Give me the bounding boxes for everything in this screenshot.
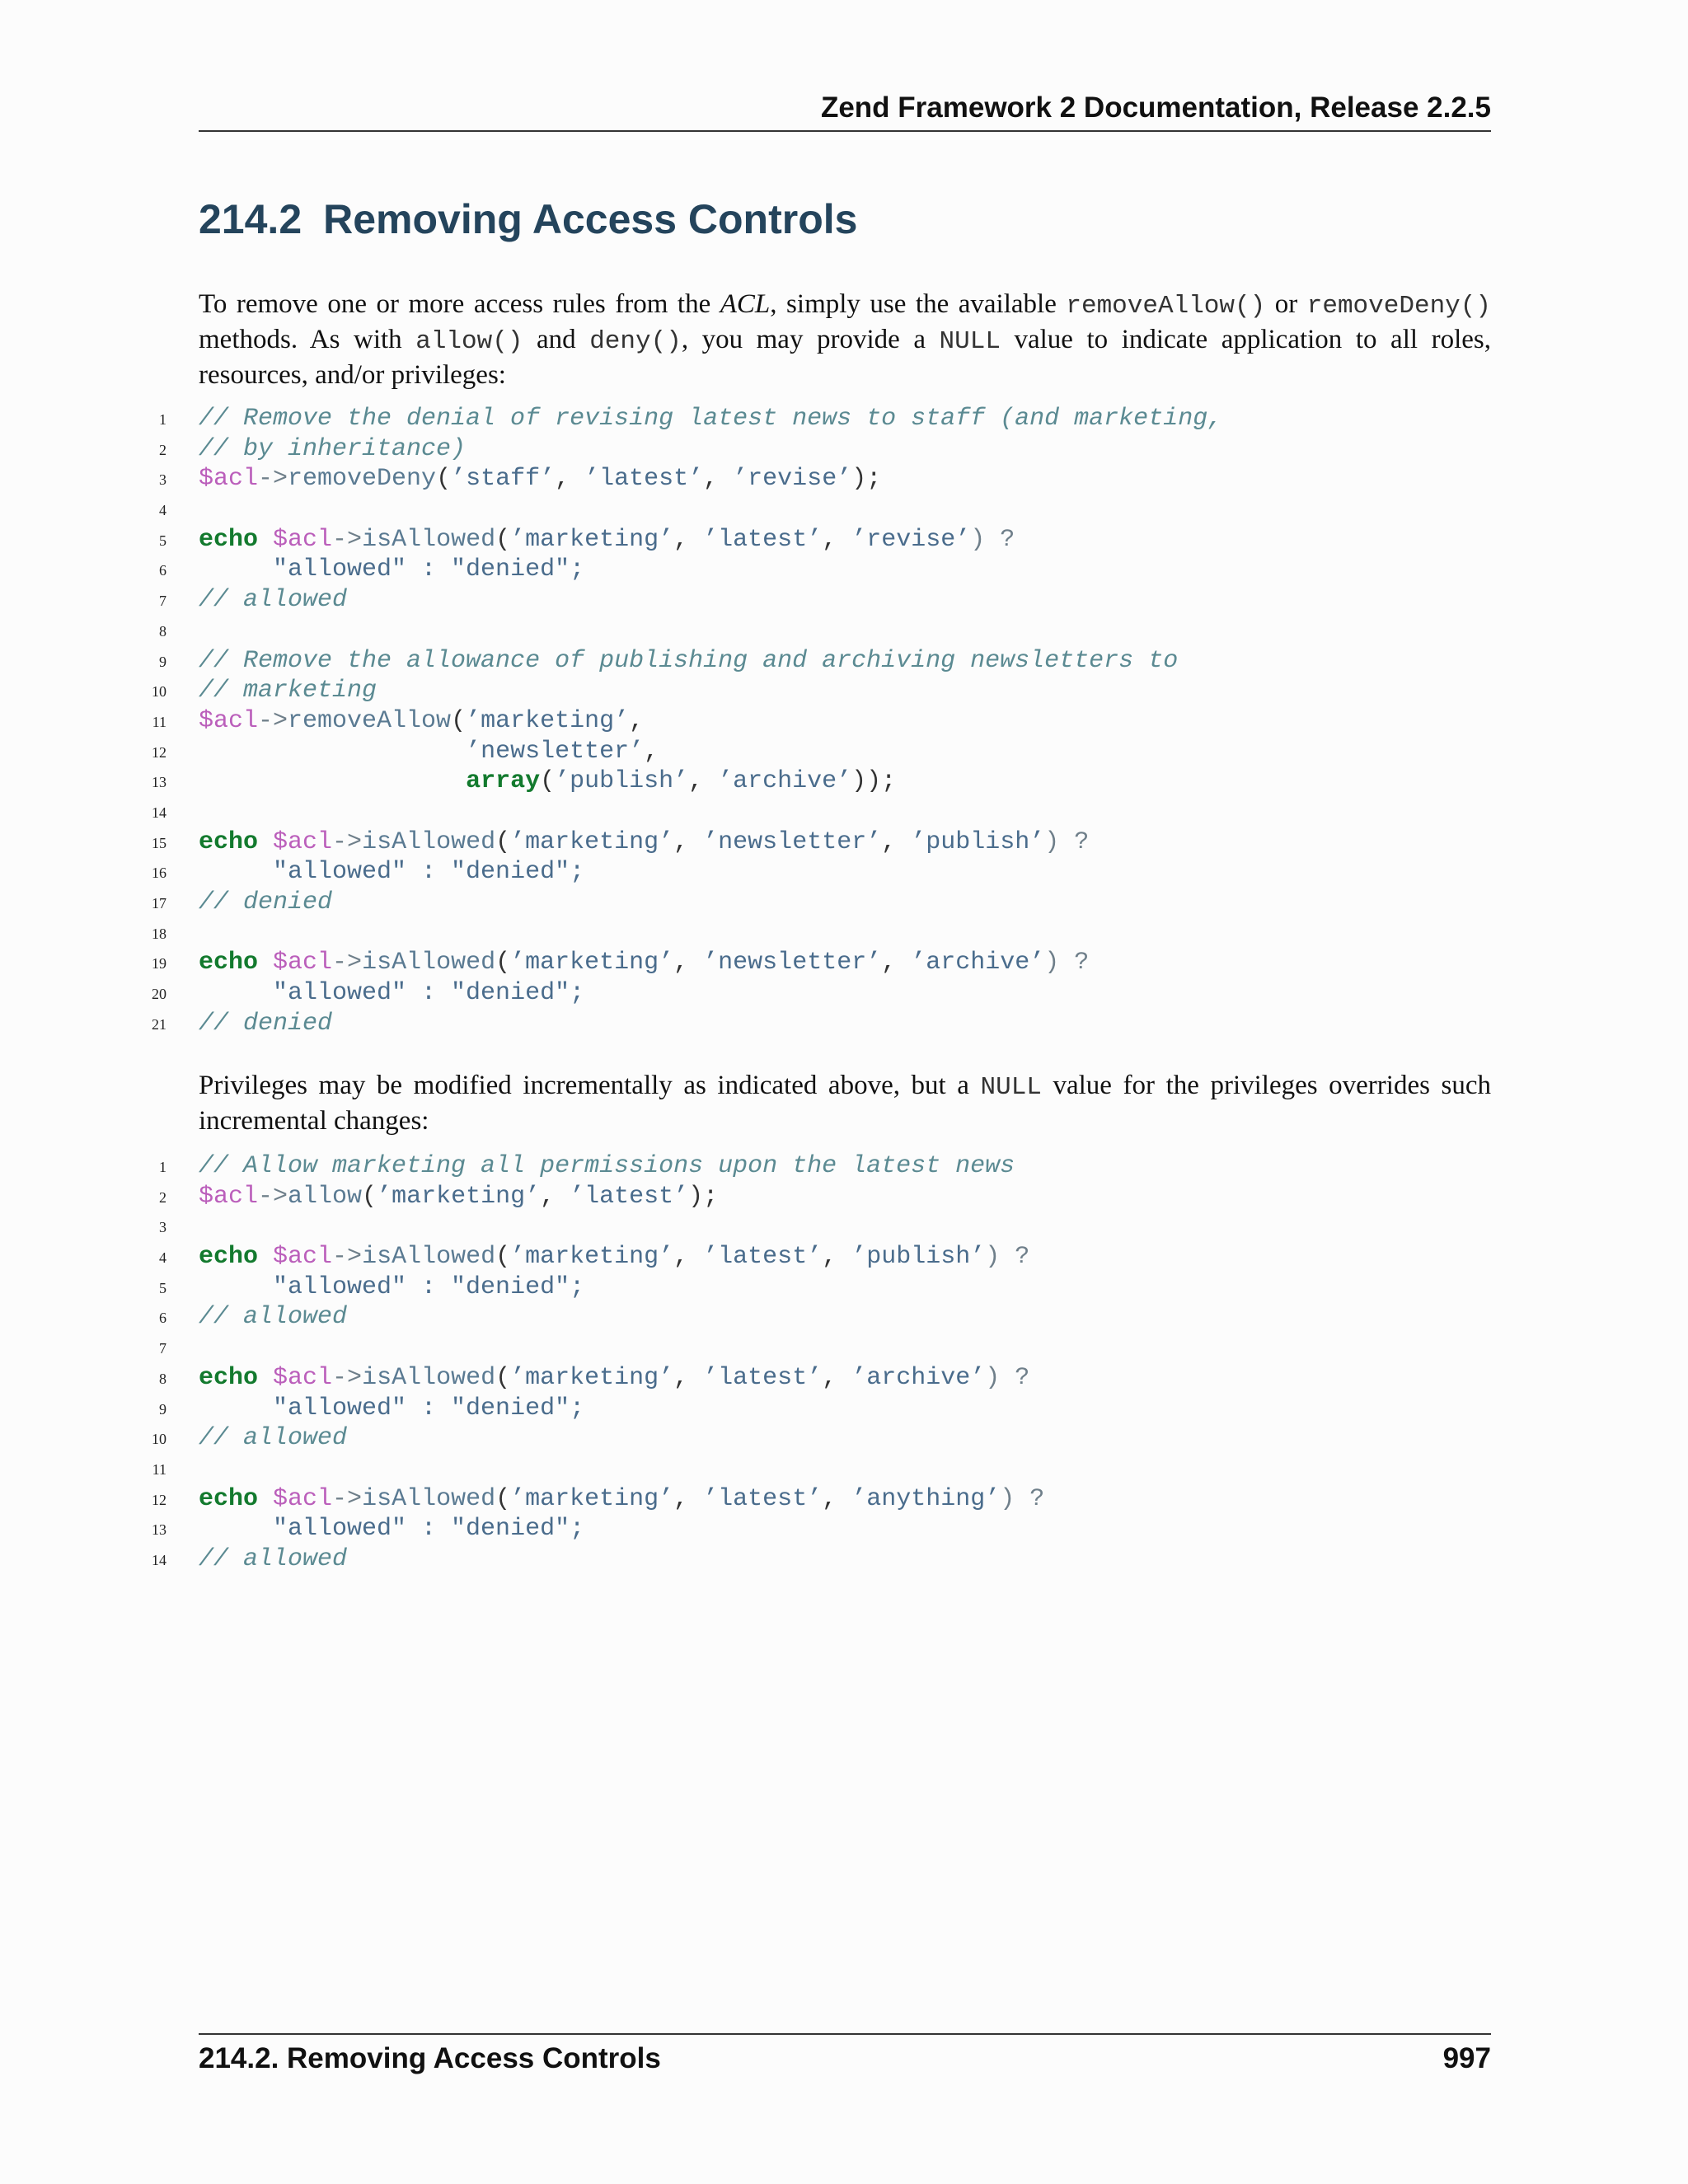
- code-line: 9 "allowed" : "denied";: [0, 1394, 1688, 1424]
- code-line: [0, 1212, 1688, 1242]
- code-line: 3 $acl->removeDeny(’staff’, ’latest’, ’revise’);: [0, 464, 1688, 494]
- line-number: 3: [159, 471, 166, 489]
- code-line: [0, 1333, 1688, 1363]
- code-line: 6 // allowed: [0, 1302, 1688, 1333]
- code-line: 13 array(’publish’, ’archive’));: [0, 766, 1688, 797]
- section-number: 214.2: [199, 196, 302, 242]
- code-line: [0, 918, 1688, 949]
- line-number: 5: [159, 532, 166, 549]
- code-line: 1 // Allow marketing all permissions upon the latest news: [0, 1151, 1688, 1182]
- code-line: 7 // allowed: [0, 585, 1688, 616]
- line-number: 16: [152, 865, 166, 882]
- line-number: 6: [159, 562, 166, 579]
- intro-paragraph: To remove one or more access rules from the ACL, simply use the available removeAllow() or removeDeny() methods. As with allow() and deny(), you may provide a NULL value to indicate application to all roles, resources, and/or privileges:: [199, 289, 1491, 390]
- code-line: 17 // denied: [0, 888, 1688, 918]
- line-number: 14: [152, 1551, 166, 1568]
- code-line: 4 echo $acl->isAllowed(’marketing’, ’latest’, ’publish’) ?: [0, 1242, 1688, 1272]
- line-number: 10: [152, 1431, 166, 1448]
- code-line: 10 // allowed: [0, 1423, 1688, 1454]
- header-rule: [199, 130, 1491, 132]
- line-number: 1: [159, 1159, 166, 1175]
- line-number: 6: [159, 1310, 166, 1327]
- footer-section-title: 214.2. Removing Access Controls: [199, 2042, 661, 2074]
- line-number: 4: [159, 1249, 166, 1267]
- code-line: 19 echo $acl->isAllowed(’marketing’, ’newsletter’, ’archive’) ?: [0, 948, 1688, 978]
- inline-code: deny(): [589, 327, 682, 356]
- code-line: 8 echo $acl->isAllowed(’marketing’, ’latest’, ’archive’) ?: [0, 1363, 1688, 1394]
- line-number: 13: [152, 774, 166, 791]
- page-number: 997: [1442, 2042, 1491, 2074]
- code-listing-1: [0, 404, 1688, 1038]
- line-number: 7: [159, 1340, 166, 1357]
- line-number: 15: [152, 834, 166, 851]
- acl-term: ACL: [720, 289, 771, 319]
- line-number: 11: [152, 713, 166, 730]
- line-number: 9: [159, 653, 166, 670]
- code-line: [0, 797, 1688, 827]
- line-number: 14: [152, 804, 166, 821]
- footer-rule: [199, 2033, 1491, 2035]
- code-listing-2: [0, 1151, 1688, 1575]
- line-number: 18: [152, 925, 166, 942]
- code-line: 12 echo $acl->isAllowed(’marketing’, ’latest’, ’anything’) ?: [0, 1484, 1688, 1515]
- line-number: 9: [159, 1400, 166, 1418]
- code-line: 20 "allowed" : "denied";: [0, 978, 1688, 1009]
- line-number: 19: [152, 955, 166, 972]
- code-line: 16 "allowed" : "denied";: [0, 857, 1688, 888]
- code-line: 14 // allowed: [0, 1544, 1688, 1575]
- line-number: 13: [152, 1521, 166, 1539]
- line-number: 1: [159, 411, 166, 428]
- line-number: 4: [159, 502, 166, 519]
- code-line: 6 "allowed" : "denied";: [0, 555, 1688, 585]
- code-line: 21 // denied: [0, 1009, 1688, 1039]
- code-line: 12 ’newsletter’,: [0, 737, 1688, 767]
- code-line: 15 echo $acl->isAllowed(’marketing’, ’newsletter’, ’publish’) ?: [0, 827, 1688, 858]
- code-line: 5 echo $acl->isAllowed(’marketing’, ’latest’, ’revise’) ?: [0, 525, 1688, 555]
- code-line: 11 $acl->removeAllow(’marketing’,: [0, 706, 1688, 737]
- line-number: 8: [159, 622, 166, 640]
- code-line: 5 "allowed" : "denied";: [0, 1272, 1688, 1303]
- code-line: [0, 616, 1688, 646]
- line-number: 2: [159, 1188, 166, 1206]
- code-line: [0, 1454, 1688, 1484]
- code-line: [0, 494, 1688, 525]
- line-number: 12: [152, 743, 166, 761]
- section-heading: Removing Access Controls: [323, 196, 858, 242]
- inline-code: allow(): [415, 327, 523, 356]
- line-number: 20: [152, 986, 166, 1003]
- line-number: 3: [159, 1219, 166, 1236]
- line-number: 11: [152, 1460, 166, 1478]
- privileges-paragraph: Privileges may be modified incrementally as indicated above, but a NULL value for the privileges overrides such incremental changes:: [199, 1071, 1491, 1136]
- code-line: 1 // Remove the denial of revising latest news to staff (and marketing,: [0, 404, 1688, 434]
- running-header: Zend Framework 2 Documentation, Release 2.2.5: [820, 91, 1491, 124]
- code-line: 2 $acl->allow(’marketing’, ’latest’);: [0, 1182, 1688, 1212]
- code-line: 13 "allowed" : "denied";: [0, 1514, 1688, 1544]
- line-number: 2: [159, 441, 166, 458]
- line-number: 17: [152, 895, 166, 912]
- line-number: 7: [159, 593, 166, 610]
- inline-code: NULL: [980, 1073, 1042, 1102]
- section-title: [199, 193, 857, 246]
- line-number: 21: [152, 1015, 166, 1033]
- code-line: 10 // marketing: [0, 676, 1688, 706]
- code-line: 9 // Remove the allowance of publishing and archiving newsletters to: [0, 646, 1688, 677]
- inline-code: removeAllow(): [1066, 292, 1266, 321]
- line-number: 8: [159, 1370, 166, 1387]
- line-number: 5: [159, 1279, 166, 1296]
- inline-code: NULL: [939, 327, 1001, 356]
- line-number: 10: [152, 683, 166, 701]
- inline-code: removeDeny(): [1306, 292, 1491, 321]
- code-line: 2 // by inheritance): [0, 434, 1688, 465]
- line-number: 12: [152, 1491, 166, 1508]
